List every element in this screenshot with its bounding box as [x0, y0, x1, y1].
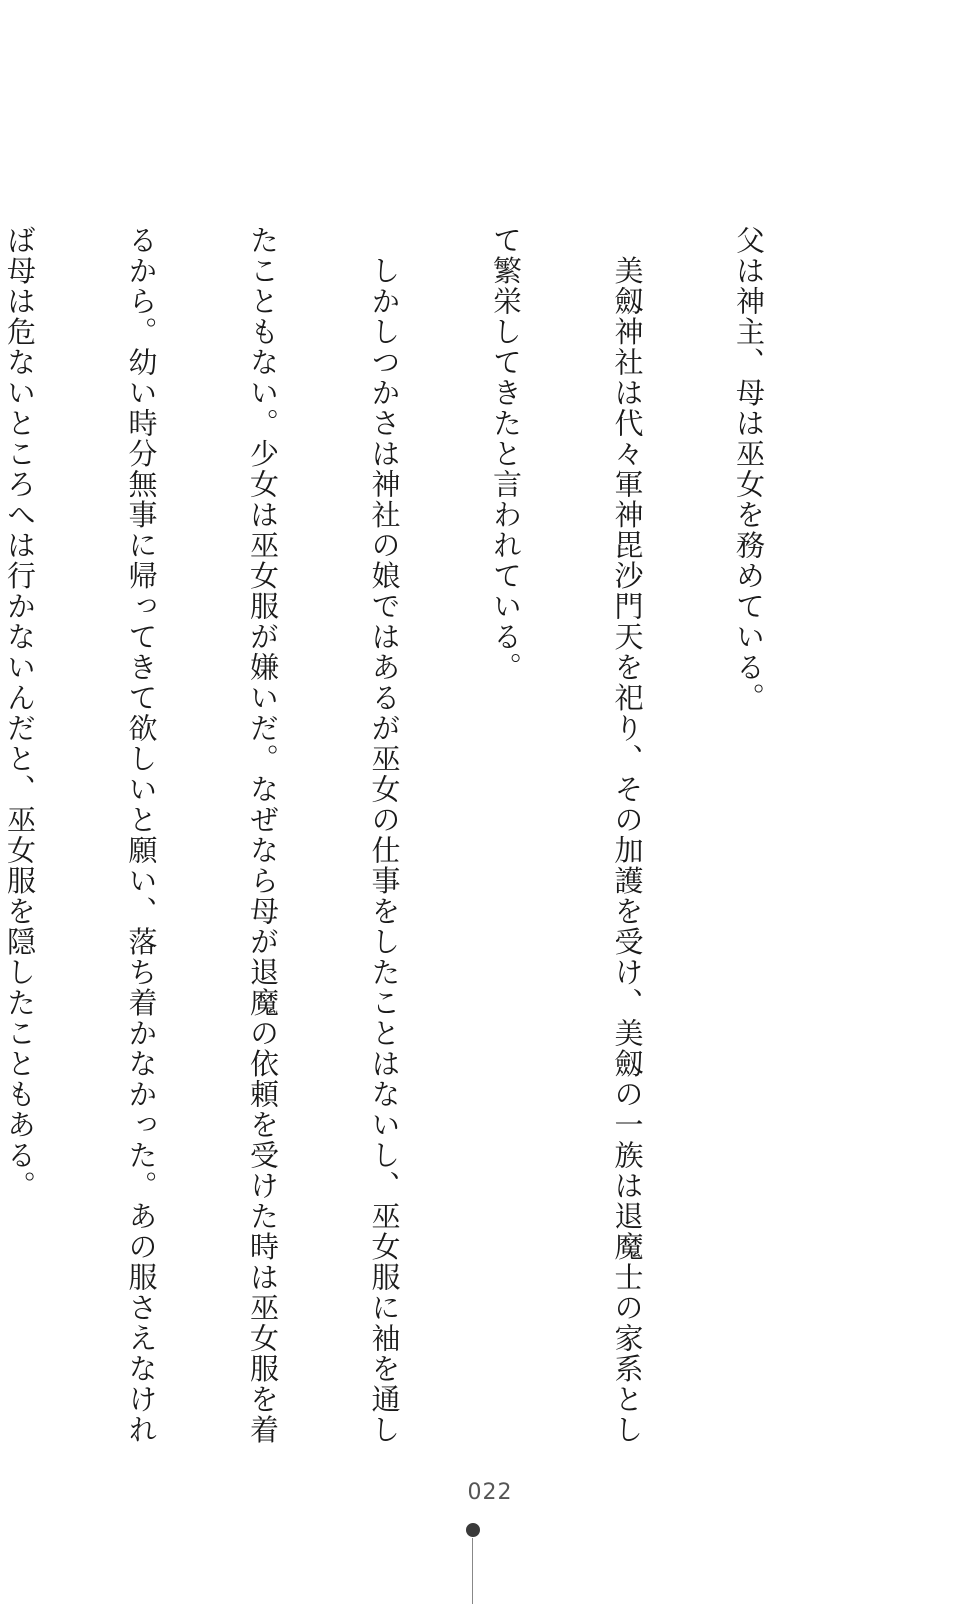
text-line: て繁栄してきたと言われている。: [489, 225, 523, 683]
text-line: 美劔神社は代々軍神毘沙門天を祀り、その加護を受け、美劔の一族は退魔士の家系とし: [610, 225, 645, 1445]
page-marker-line: [472, 1538, 473, 1604]
body-text: [0, 225, 850, 1445]
text-line: たこともない。少女は巫女服が嫌いだ。なぜなら母が退魔の依頼を受けた時は巫女服を着: [246, 225, 280, 1445]
text-line: るから。幼い時分無事に帰ってきて欲しいと願い、落ち着かなかった。あの服さえなけれ: [124, 225, 159, 1445]
text-line: 父は神主、母は巫女を務めている。: [732, 225, 766, 713]
text-line: しかしつかさは神社の娘ではあるが巫女の仕事をしたことはないし、巫女服に袖を通し: [367, 225, 402, 1445]
page-number: 022: [467, 1480, 513, 1505]
page-marker-dot: [466, 1523, 480, 1537]
text-line: ば母は危ないところへは行かないんだと、巫女服を隠したこともある。: [3, 225, 37, 1201]
